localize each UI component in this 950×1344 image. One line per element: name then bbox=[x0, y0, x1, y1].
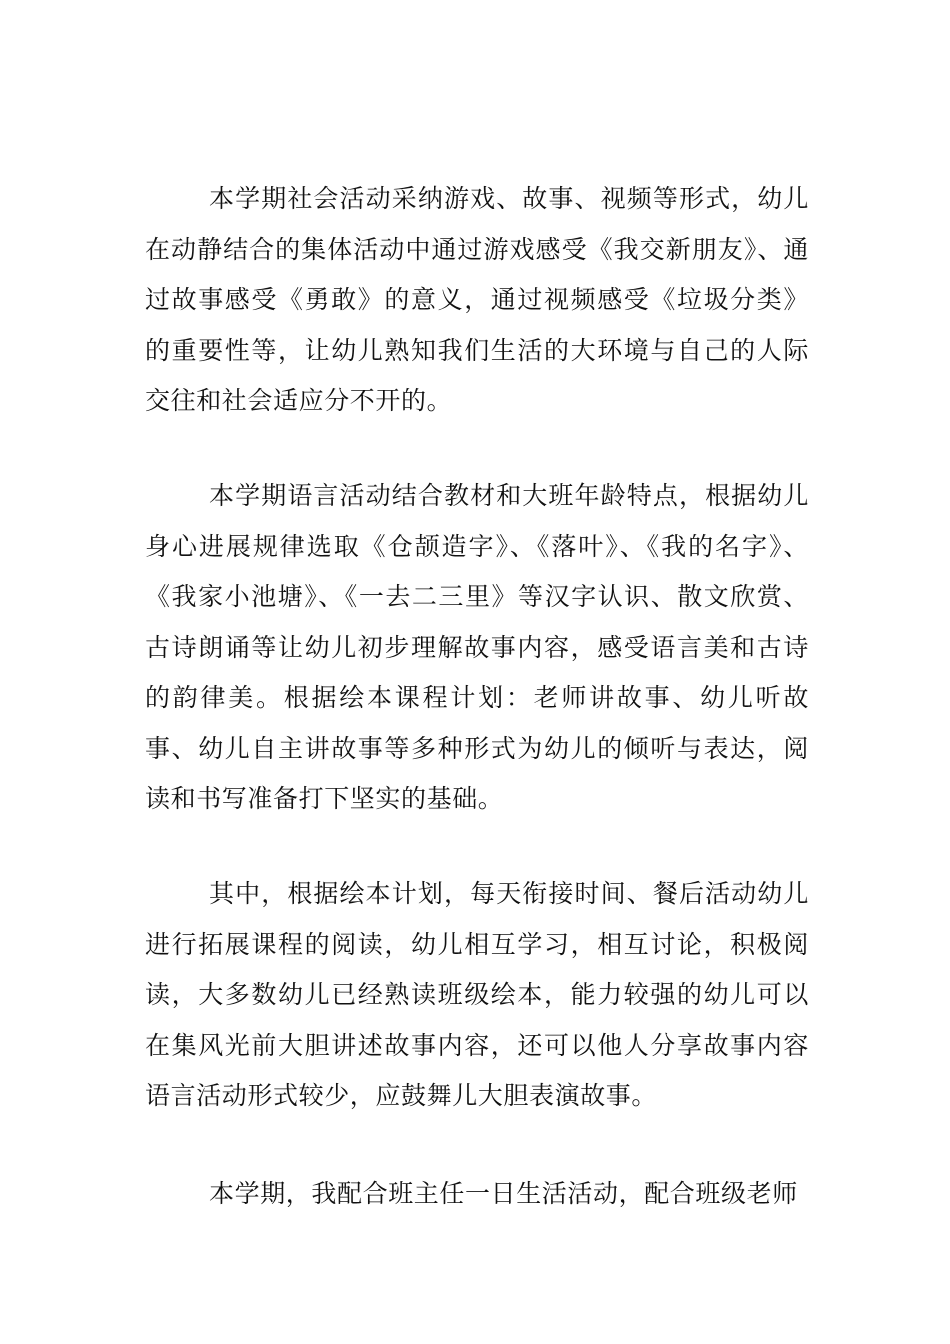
paragraph-picture-book-reading: 其中，根据绘本计划，每天衔接时间、餐后活动幼儿进行拓展课程的阅读，幼儿相互学习，相互讨论，积极阅读，大多数幼儿已经熟读班级绘本，能力较强的幼儿可以在集风光前大胆讲述故事内容，还可以他人分享故事内容语言活动形式较少，应鼓舞儿大胆表演故事。 bbox=[145, 879, 809, 1110]
paragraph-language-activities: 本学期语言活动结合教材和大班年龄特点，根据幼儿身心进展规律选取《仓颉造字》、《落叶》、《我的名字》、《我家小池塘》、《一去二三里》等汉字认识、散文欣赏、古诗朗诵等让幼儿初步理解故事内容，感受语言美和古诗的韵律美。根据绘本课程计划：老师讲故事、幼儿听故事、幼儿自主讲故事等多种形式为幼儿的倾听与表达，阅读和书写准备打下坚实的基础。 bbox=[145, 481, 809, 813]
paragraph-cooperation: 本学期，我配合班主任一日生活活动，配合班级老师 bbox=[209, 1179, 798, 1208]
paragraph-social-activities: 本学期社会活动采纳游戏、故事、视频等形式，幼儿在动静结合的集体活动中通过游戏感受《我交新朋友》、通过故事感受《勇敢》的意义，通过视频感受《垃圾分类》的重要性等，让幼儿熟知我们生活的大环境与自己的人际交往和社会适应分不开的。 bbox=[145, 184, 809, 415]
